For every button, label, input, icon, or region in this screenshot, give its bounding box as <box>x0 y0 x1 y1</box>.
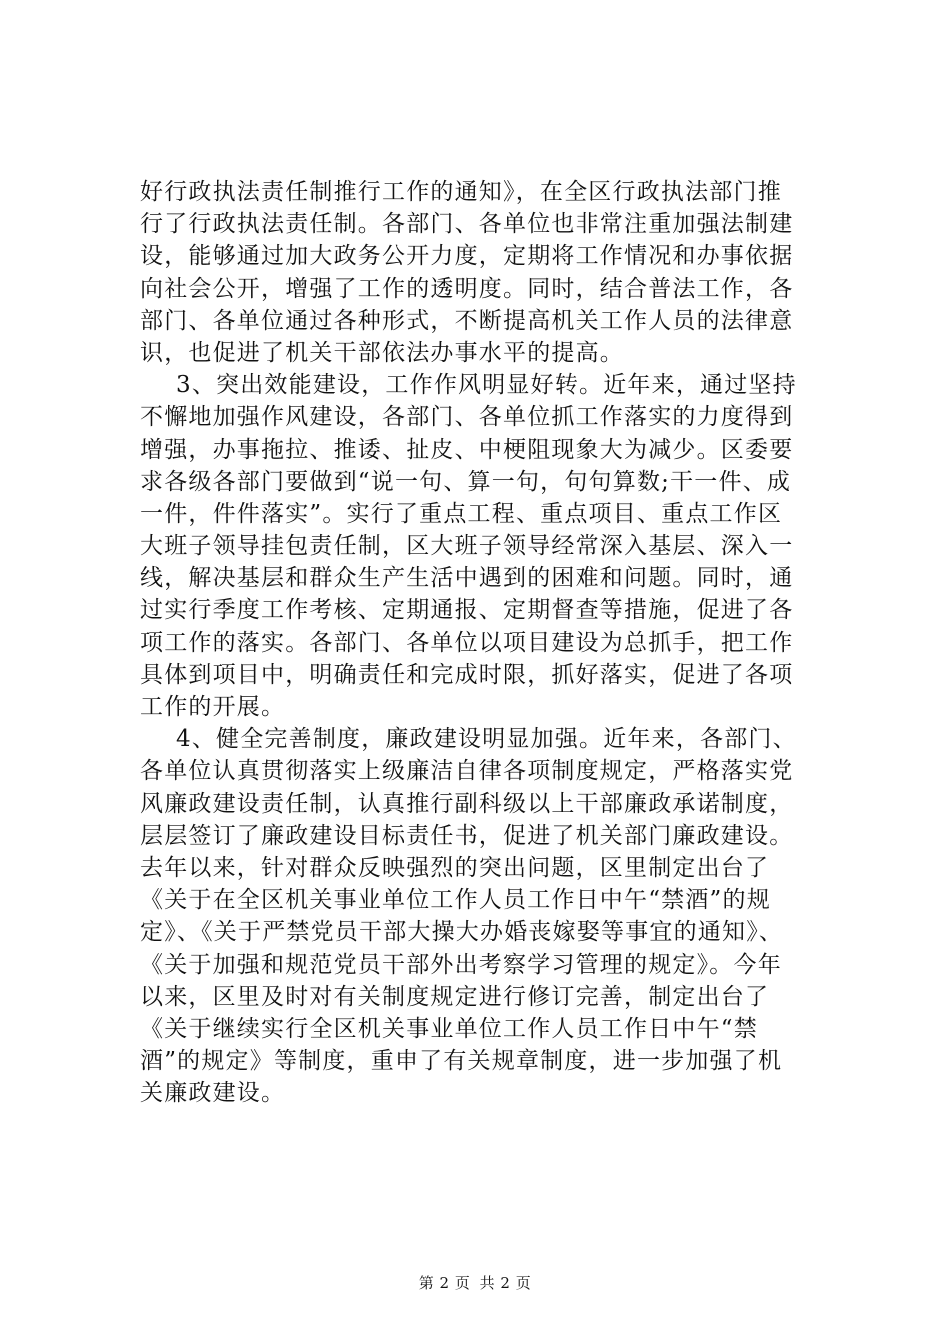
document-body <box>140 176 830 1109</box>
text-line: 部门、各单位通过各种形式，不断提高机关工作人员的法律意 <box>140 307 794 334</box>
text-line: 不懈地加强作风建设，各部门、各单位抓工作落实的力度得到 <box>140 404 794 431</box>
text-line: 各单位认真贯彻落实上级廉洁自律各项制度规定，严格落实党 <box>140 758 794 785</box>
text-line: 增强，办事拖拉、推诿、扯皮、中梗阻现象大为减少。区委要 <box>140 436 794 463</box>
text-line: 以来，区里及时对有关制度规定进行修订完善，制定出台了 <box>140 983 770 1010</box>
text-line: 定》、《关于严禁党员干部大操大办婚丧嫁娶等事宜的通知》、 <box>140 919 784 946</box>
text-line: 《关于在全区机关事业单位工作人员工作日中午“禁酒”的规 <box>140 887 771 914</box>
text-line: 过实行季度工作考核、定期通报、定期督查等措施，促进了各 <box>140 597 794 624</box>
text-line: 向社会公开，增强了工作的透明度。同时，结合普法工作，各 <box>140 275 794 302</box>
text-line: 《关于加强和规范党员干部外出考察学习管理的规定》。今年 <box>140 951 782 978</box>
text-line: 识，也促进了机关干部依法办事水平的提高。 <box>140 339 624 366</box>
text-line: 求各级各部门要做到“说一句、算一句，句句算数;干一件、成 <box>140 468 792 495</box>
text-line: 工作的开展。 <box>140 694 286 720</box>
text-line: 层层签订了廉政建设目标责任书，促进了机关部门廉政建设。 <box>140 822 794 849</box>
page-total: 共 2 页 <box>479 1274 532 1292</box>
text-line: 一件，件件落实”。实行了重点工程、重点项目、重点工作区 <box>140 500 783 527</box>
paragraph-start-line: 4、健全完善制度，廉政建设明显加强。近年来，各部门、 <box>176 726 797 753</box>
page-footer <box>0 1272 950 1293</box>
text-line: 大班子领导挂包责任制，区大班子领导经常深入基层、深入一 <box>140 533 794 560</box>
text-line: 去年以来，针对群众反映强烈的突出问题，区里制定出台了 <box>140 854 770 881</box>
text-line: 关廉政建设。 <box>140 1080 286 1107</box>
text-line: 酒”的规定》等制度，重申了有关规章制度，进一步加强了机 <box>140 1048 783 1075</box>
text-line: 项工作的落实。各部门、各单位以项目建设为总抓手，把工作 <box>140 629 794 656</box>
text-line: 《关于继续实行全区机关事业单位工作人员工作日中午“禁 <box>140 1015 758 1042</box>
text-line: 线，解决基层和群众生产生活中遇到的困难和问题。同时，通 <box>140 565 794 592</box>
text-line: 风廉政建设责任制，认真推行副科级以上干部廉政承诺制度， <box>140 790 794 817</box>
page-number: 第 2 页 <box>418 1274 471 1292</box>
text-line: 具体到项目中，明确责任和完成时限，抓好落实，促进了各项 <box>140 661 794 688</box>
paragraph-start-line: 3、突出效能建设，工作作风明显好转。近年来，通过坚持 <box>176 372 797 399</box>
text-line: 好行政执法责任制推行工作的通知》，在全区行政执法部门推 <box>140 179 782 205</box>
text-line: 行了行政执法责任制。各部门、各单位也非常注重加强法制建 <box>140 211 794 238</box>
text-line: 设，能够通过加大政务公开力度，定期将工作情况和办事依据 <box>140 243 794 270</box>
